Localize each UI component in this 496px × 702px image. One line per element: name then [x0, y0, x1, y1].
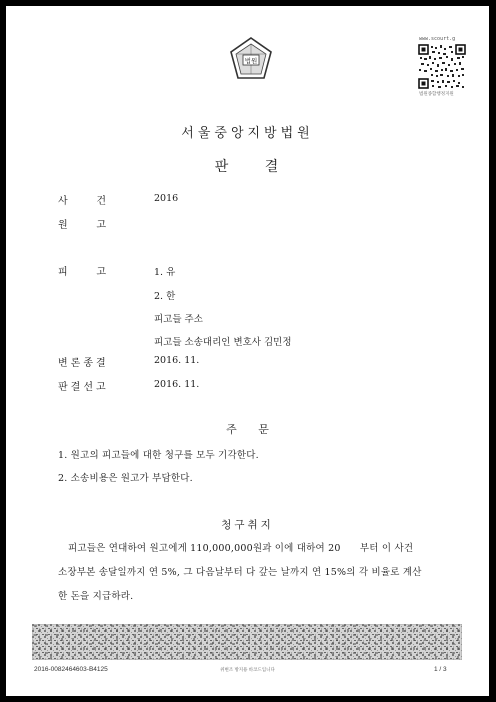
judgment-date: 2016. 11.	[154, 379, 200, 390]
case-label-row	[58, 192, 106, 207]
judgment-page	[6, 6, 489, 696]
order-item-1: 1. 원고의 피고들에 대한 청구를 모두 기각한다.	[58, 450, 259, 461]
document-number: 2016-0082464603-B4125	[34, 666, 108, 673]
defendant-1: 1. 유	[154, 267, 176, 278]
document-title: 판 결	[214, 159, 281, 175]
defendant-label-row	[58, 263, 106, 278]
claim-line-2: 소장부본 송달일까지 연 5%, 그 다음날부터 다 갚는 날까지 연 15%의 각 비율로 계산	[58, 567, 422, 578]
anti-forgery-pattern	[32, 624, 462, 660]
claim-line-1: 피고들은 연대하여 원고에게 110,000,000원과 이에 대하여 20 부터 이 사건	[68, 543, 414, 554]
defendant-2: 2. 한	[154, 291, 176, 302]
claim-heading: 청구취지	[221, 519, 274, 531]
closing-argument-date: 2016. 11.	[154, 355, 200, 366]
order-item-2: 2. 소송비용은 원고가 부담한다.	[58, 473, 193, 484]
court-seal-icon	[228, 36, 274, 82]
closing-argument-label: 변론종결	[58, 358, 109, 369]
qr-caption: 법원종합행정지원	[419, 92, 454, 97]
plaintiff-label: 원 고	[58, 220, 106, 231]
court-name: 서울중앙지방법원	[181, 126, 314, 141]
plaintiff-label-row	[58, 216, 106, 231]
site-url: www.scourt.g	[419, 36, 456, 42]
qr-code-icon	[418, 44, 466, 89]
seal-text: 법원	[244, 57, 258, 65]
case-label: 사 건	[58, 196, 106, 207]
barcode-notice: 위변조 방지용 바코드입니다	[220, 667, 275, 672]
order-heading: 주 문	[226, 423, 269, 436]
judgment-date-label: 판결선고	[58, 382, 109, 393]
defendant-label: 피 고	[58, 267, 106, 278]
claim-line-3: 한 돈을 지급하라.	[58, 591, 134, 602]
defendants-address: 피고들 주소	[154, 314, 203, 325]
defendants-counsel: 피고들 소송대리인 변호사 김민정	[154, 337, 292, 348]
page-indicator: 1 / 3	[434, 666, 447, 673]
case-number: 2016	[154, 193, 179, 204]
